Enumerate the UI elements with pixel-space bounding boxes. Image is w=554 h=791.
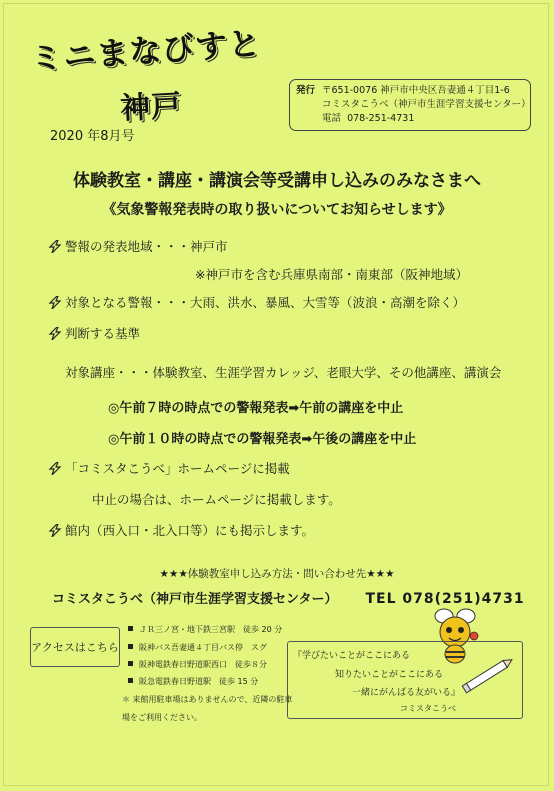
publisher-address: 〒651-0076 神戸市中央区吾妻通４丁目1-6: [322, 85, 510, 96]
contact-name: コミスタこうべ（神戸市生涯学習支援センター）: [52, 592, 338, 607]
contact-heading: ★★★体験教室申し込み方法・問い合わせ先★★★: [159, 568, 395, 580]
lightning-icon: [48, 327, 62, 340]
contact-line: [52, 588, 525, 607]
lightning-icon: [48, 240, 62, 253]
warning-area-note: ※神戸市を含む兵庫県南部・南東部（阪神地域）: [195, 267, 468, 282]
criteria-line: [48, 324, 140, 342]
bullet-square-icon: [128, 644, 133, 649]
rule-afternoon: ◎午前１０時の時点での警報発表➡午後の講座を中止: [108, 432, 417, 447]
posting-text: 館内（西入口・北入口等）にも掲示します。: [65, 523, 315, 538]
target-warnings-line: [48, 293, 465, 311]
lightning-icon: [48, 462, 62, 475]
access-route: 阪急電鉄春日野道駅 徒歩 15 分: [128, 676, 258, 687]
posting-line: [48, 521, 314, 539]
publisher-address-row: [296, 84, 524, 98]
criteria-text: 判断する基準: [65, 326, 141, 341]
access-badge: アクセスはこちら: [30, 627, 120, 667]
notice-subheadline: 《気象警報発表時の取り扱いについてお知らせします》: [102, 202, 452, 218]
contact-tel: TEL 078(251)4731: [365, 591, 525, 607]
issue-date: 2020 年8月号: [50, 129, 135, 144]
publisher-phone-label: 電話: [322, 113, 342, 124]
notice-headline: 体験教室・講座・講演会等受講申し込みのみなさまへ: [73, 171, 481, 191]
bullet-square-icon: [128, 661, 133, 666]
parking-note: ＊ 来館用駐車場はありませんので、近隣の駐車 場をご利用ください。: [122, 695, 293, 722]
slogan-line-2: 知りたいことがここにある: [335, 670, 444, 680]
homepage-line: [48, 459, 290, 477]
homepage-note: 中止の場合は、ホームページに掲載します。: [92, 492, 341, 507]
bullet-square-icon: [128, 626, 133, 631]
lightning-icon: [48, 296, 62, 309]
newsletter-title-city: 神戸: [119, 88, 184, 127]
newsletter-title: ミニまなびすと: [29, 23, 263, 79]
publisher-phone-row: [296, 112, 524, 126]
rule-morning: ◎午前７時の時点での警報発表➡午前の講座を中止: [108, 401, 404, 416]
slogan-line-1: 『学びたいことがここにある: [293, 651, 411, 661]
bullet-square-icon: [128, 678, 133, 683]
slogan-line-3: 一緒にがんばる友がいる』: [352, 688, 461, 698]
target-warnings-text: 対象となる警報・・・大雨、洪水、暴風、大雪等（波浪・高潮を除く）: [65, 295, 466, 310]
target-courses: 対象講座・・・体験教室、生涯学習カレッジ、老眼大学、その他講座、講演会: [65, 365, 502, 380]
pencil-icon: [458, 652, 520, 696]
warning-area-line: [48, 237, 228, 255]
warning-area-text: 警報の発表地域・・・神戸市: [65, 239, 228, 254]
lightning-icon: [48, 524, 62, 537]
slogan-signature: コミスタこうべ: [400, 704, 456, 713]
homepage-text: 「コミスタこうべ」ホームページに掲載: [65, 461, 290, 476]
publisher-name: コミスタこうべ（神戸市生涯学習支援センター）: [322, 99, 531, 110]
access-route: ＪＲ三ノ宮・地下鉄三宮駅 徒歩 20 分: [128, 624, 282, 635]
access-route: 阪神バス吾妻通４丁目バス停 スグ: [128, 642, 267, 653]
publisher-box: [289, 79, 531, 131]
access-route: 阪神電鉄春日野道駅西口 徒歩８分: [128, 659, 267, 670]
publisher-label: 発行: [296, 85, 316, 96]
publisher-phone: 078-251-4731: [347, 113, 415, 124]
